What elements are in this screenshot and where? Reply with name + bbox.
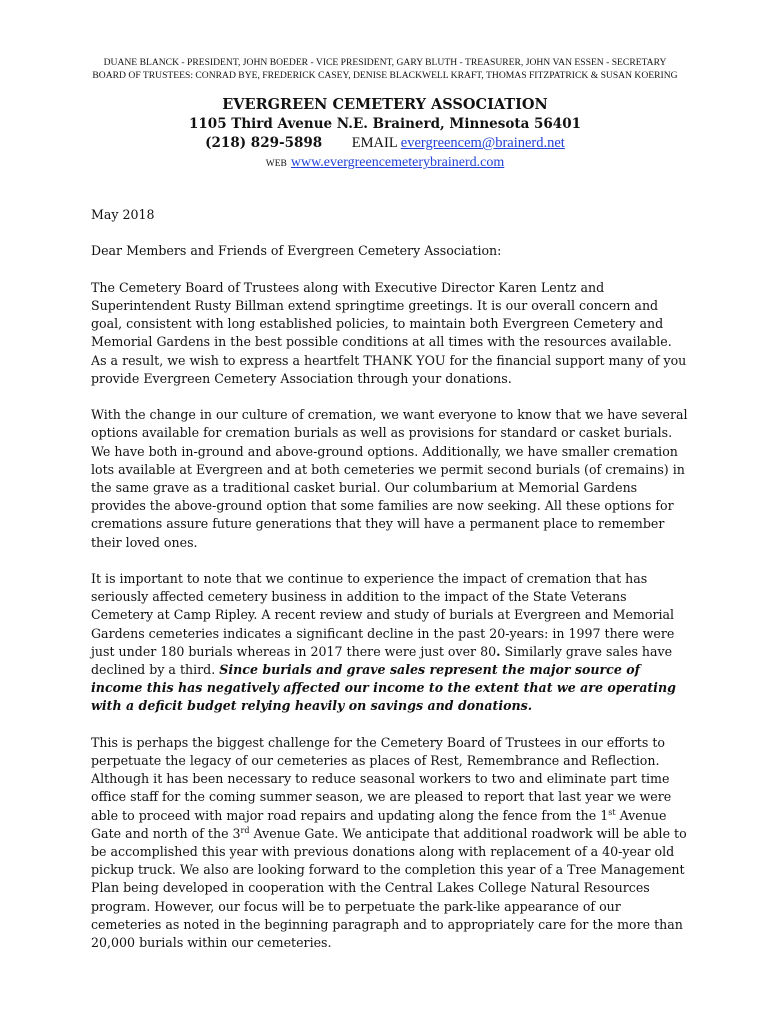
paragraph-challenges [91,734,691,952]
contact-line [0,135,770,152]
officers-header [0,56,770,82]
trustees-line: BOARD OF TRUSTEES: CONRAD BYE, FREDERICK CASEY, DENISE BLACKWELL KRAFT, THOMAS FITZPATRICK & SUSAN KOERING [92,70,678,81]
letter-salutation: Dear Members and Friends of Evergreen Cemetery Association: [91,243,502,259]
burial-decline-text: It is important to note that we continue to experience the impact of cremation that has seriously affected cemetery business in addition to the impact of the State Veterans Cemetery at Camp Ripley. A recent review and study of burials at Evergreen and Memorial Gardens cemeteries indicates a significant decline in the past 20-years: in 1997 there were just under 180 burials whereas in 2017 there were just over 80 [91,571,675,659]
letter-date: May 2018 [91,207,155,222]
paragraph-burial-decline [91,570,691,716]
challenges-text-b: Avenue Gate and north of the 3 [91,807,667,841]
challenges-text-c: Avenue Gate. We anticipate that additional roadwork will be able to be accomplished this year with previous donations along with replacement of a 40-year old pickup truck. We also are looking forward to the completion this year of a Tree Management Plan being developed in cooperation with the Central Lakes College Natural Resources program. However, our focus will be to perpetuate the park-like appearance of our cemeteries as noted in the beginning paragraph and to appropriately care for the more than 20,000 burials within our cemeteries. [91,825,687,951]
organization-address: 1105 Third Avenue N.E. Brainerd, Minnesota 56401 [189,116,581,132]
phone-number: (218) 829-5898 [205,135,323,151]
web-label: WEB [265,159,287,169]
officers-line: DUANE BLANCK - PRESIDENT, JOHN BOEDER - VICE PRESIDENT, GARY BLUTH - TREASURER, JOHN VAN ESSEN - SECRETARY [103,57,667,68]
ordinal-suffix-rd: rd [240,825,250,835]
website-line [0,153,770,171]
website-link[interactable]: www.evergreencemeterybrainerd.com [290,155,505,170]
challenges-text-a: This is perhaps the biggest challenge for the Cemetery Board of Trustees in our efforts to perpetuate the legacy of our cemeteries as places of Rest, Remembrance and Reflection. Although it has been necessary to reduce seasonal workers to two and eliminate part time office staff for the coming summer season, we are pleased to report that last year we were able to proceed with major road repairs and updating along the fence from the 1 [91,734,672,823]
income-emphasis: Since burials and grave sales represent the major source of income this has negatively affected our income to the extent that we are operating with a deficit budget relying heavily on savings and donations. [91,662,676,714]
burial-decline-period: . [496,643,501,659]
email-label: EMAIL [351,135,398,151]
paragraph-greetings: The Cemetery Board of Trustees along with Executive Director Karen Lentz and Superintendent Rusty Billman extend springtime greetings. It is our overall concern and goal, consistent with long established policies, to maintain both Evergreen Cemetery and Memorial Gardens in the best possible conditions at all times with the resources available. As a result, we wish to express a heartfelt THANK YOU for the financial support many of you provide Evergreen Cemetery Association through your donations. [91,279,687,386]
paragraph-cremation-options: With the change in our culture of cremation, we want everyone to know that we have several options available for cremation burials as well as provisions for standard or casket burials. We have both in-ground and above-ground options. Additionally, we have smaller cremation lots available at Evergreen and at both cemeteries we permit second burials (of cremains) in the same grave as a traditional casket burial. Our columbarium at Memorial Gardens provides the above-ground option that some families are now seeking. All these options for cremations assure future generations that they will have a permanent place to remember their loved ones. [91,407,688,550]
letter-body [91,206,691,970]
email-link[interactable]: evergreencem@brainerd.net [400,135,565,151]
ordinal-suffix-st: st [608,807,616,817]
grave-sales-text: Similarly grave sales have declined by a third. [91,643,673,678]
organization-name: EVERGREEN CEMETERY ASSOCIATION [222,96,548,113]
